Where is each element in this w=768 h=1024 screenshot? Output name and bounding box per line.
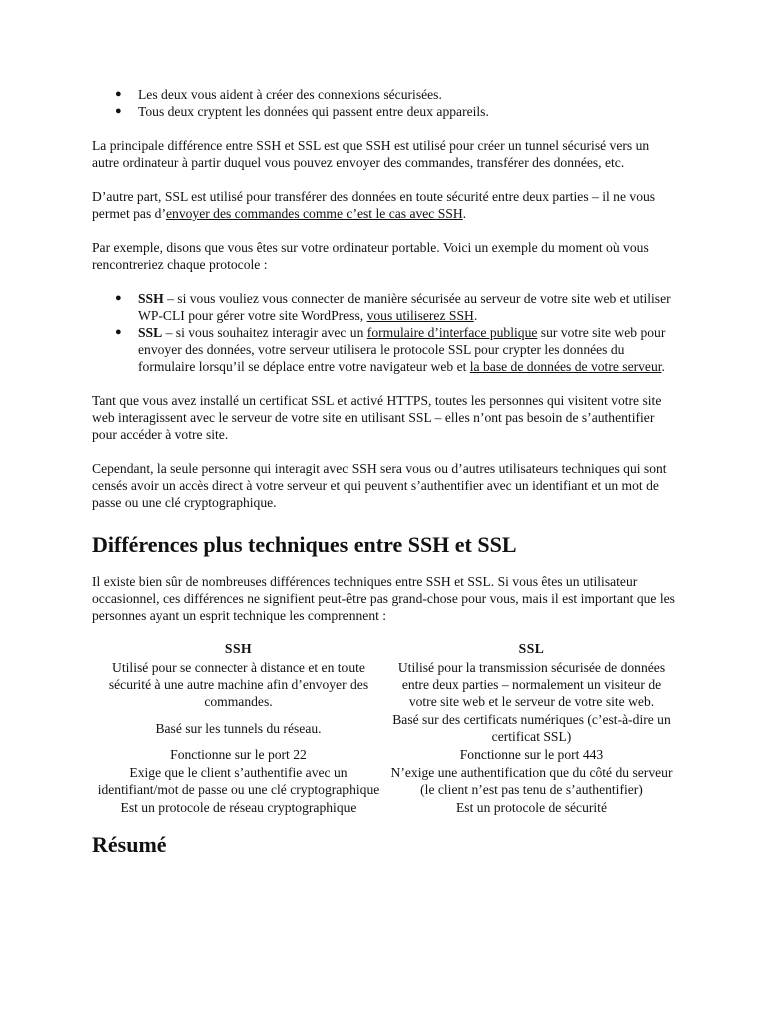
table-header-row (92, 640, 678, 659)
section-heading-technical-differences: Différences plus techniques entre SSH et SSL (92, 532, 517, 557)
intro-bullet-list (92, 86, 678, 120)
table-row (92, 799, 678, 817)
table-cell: Est un protocole de sécurité (456, 800, 607, 815)
list-item-ssl: ● SSL – si vous souhaitez interagir avec un formulaire d’interface publique sur votre site web pour envoyer des données, votre serveur utilisera le protocole SSL pour crypter les données du formulaire lorsqu’il se déplace entre votre navigateur web et la base de données de votre serveur. (115, 325, 666, 374)
table-cell: Basé sur les tunnels du réseau. (155, 720, 322, 736)
list-item: ● Les deux vous aident à créer des connexions sécurisées. (115, 87, 442, 102)
link-use-ssh[interactable]: vous utiliserez SSH (366, 308, 474, 323)
column-header-ssh: SSH (224, 641, 253, 656)
table-cell: Basé sur des certificats numériques (c’est-à-dire un certificat SSL) (392, 712, 671, 744)
table-cell: Fonctionne sur le port 22 (170, 747, 307, 762)
paragraph-example: Par exemple, disons que vous êtes sur votre ordinateur portable. Voici un exemple du moment où vous rencontreriez chaque protocole : (92, 240, 649, 272)
link-server-database[interactable]: la base de données de votre serveur (469, 359, 662, 374)
paragraph-https: Tant que vous avez installé un certificat SSL et activé HTTPS, toutes les personnes qui visitent votre site web interagissent avec le serveur de votre site en utilisant SSL – elles n’ont pas besoin de s’authentifier pour accéder à votre site. (92, 393, 662, 442)
table-cell: Exige que le client s’authentifie avec un identifiant/mot de passe ou une clé cryptographique (97, 765, 380, 797)
document-content (92, 86, 678, 859)
bullet-icon: ● (115, 292, 122, 304)
table-row (92, 764, 678, 799)
table-cell: Utilisé pour se connecter à distance et en toute sécurité à une autre machine afin d’envoyer des commandes. (108, 660, 369, 709)
paragraph-ssh-users: Cependant, la seule personne qui interagit avec SSH sera vous ou d’autres utilisateurs techniques qui sont censés avoir un accès direct à votre serveur et qui peuvent s’authentifier avec un identifiant et un mot de passe ou une clé cryptographique. (92, 461, 667, 510)
table-row (92, 659, 678, 711)
comparison-table (92, 640, 678, 817)
section-heading-summary: Résumé (92, 832, 167, 857)
table-row (92, 711, 678, 746)
list-item-ssh: ● SSH – si vous vouliez vous connecter de manière sécurisée au serveur de votre site web et utiliser WP-CLI pour gérer votre site WordPress, vous utiliserez SSH. (115, 291, 671, 323)
paragraph-technical-intro: Il existe bien sûr de nombreuses différences techniques entre SSH et SSL. Si vous êtes un utilisateur occasionnel, ces différences ne signifient peut-être pas grand-chose pour vous, mais il est important que les personnes ayant un esprit technique les comprennent : (92, 574, 675, 623)
protocol-bullet-list (92, 290, 678, 375)
bullet-icon: ● (115, 105, 122, 117)
bullet-icon: ● (115, 88, 122, 100)
table-cell: Fonctionne sur le port 443 (459, 747, 604, 762)
table-cell: N’exige une authentification que du côté du serveur (le client n’est pas tenu de s’authentifier) (390, 765, 673, 797)
paragraph-ssl-purpose: D’autre part, SSL est utilisé pour transférer des données en toute sécurité entre deux parties – il ne vous permet pas d’envoyer des commandes comme c’est le cas avec SSH. (92, 189, 656, 221)
table-cell: Est un protocole de réseau cryptographique (120, 800, 357, 815)
paragraph-main-difference: La principale différence entre SSH et SSL est que SSH est utilisé pour créer un tunnel sécurisé vers un autre ordinateur à partir duquel vous pouvez envoyer des commandes, transférer des données, etc. (92, 138, 650, 170)
column-header-ssl: SSL (518, 641, 545, 656)
bullet-icon: ● (115, 326, 122, 338)
list-item: ● Tous deux cryptent les données qui passent entre deux appareils. (115, 104, 489, 119)
table-row (92, 746, 678, 764)
table-cell: Utilisé pour la transmission sécurisée de données entre deux parties – normalement un visiteur de votre site web et le serveur de votre site web. (397, 660, 666, 709)
link-public-form[interactable]: formulaire d’interface publique (366, 325, 538, 340)
link-send-commands[interactable]: envoyer des commandes comme c’est le cas avec SSH (165, 206, 463, 221)
